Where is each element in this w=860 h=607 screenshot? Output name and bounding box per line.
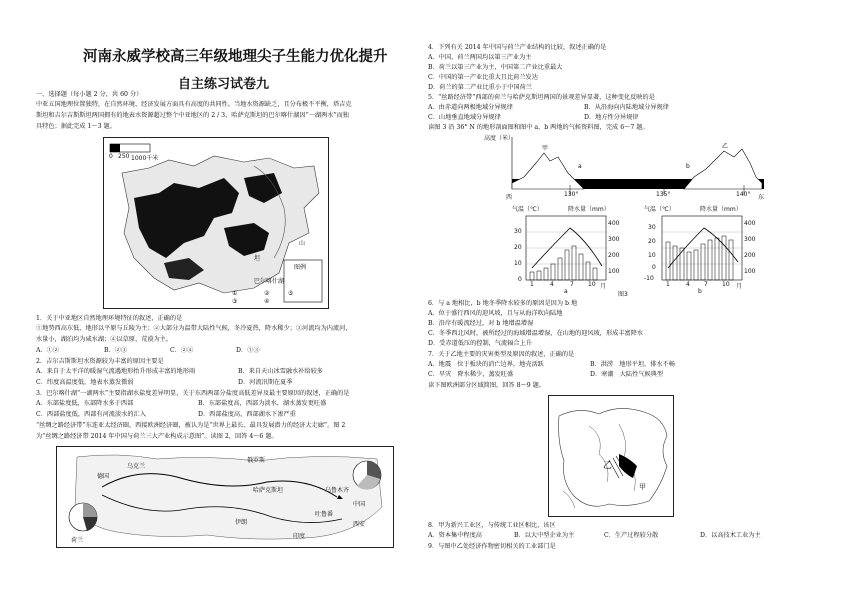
- map2-label-russia: 俄罗斯: [247, 457, 266, 464]
- chart-a-ptick-400: 400: [608, 220, 620, 227]
- map2-label-germany: 德国: [97, 473, 110, 480]
- map-scale-1000: 1000千米: [131, 155, 159, 162]
- profile-lon-140: 140°: [736, 191, 751, 198]
- q3-option-a[interactable]: A．东部盐度低，东部降水多于西部: [36, 400, 134, 407]
- map2-label-ukraine: 乌克兰: [127, 463, 146, 470]
- chart-b-month-4: 4: [686, 281, 690, 288]
- map-label-lake: 巴尔喀什湖: [254, 278, 285, 285]
- passage-line: 读下图欧洲部分区域简图，回答 8～9 题。: [428, 382, 545, 389]
- profile-place-jia: 甲: [542, 145, 549, 152]
- q1-option-b[interactable]: B．②③: [104, 347, 128, 354]
- chart-a-site: a: [564, 288, 568, 295]
- q7-option-a[interactable]: A．地震 位于板块的消亡边界，地壳活跃: [428, 361, 544, 368]
- map2-label-iran: 伊朗: [235, 519, 248, 526]
- europe-map-graphic: [549, 396, 673, 516]
- profile-place-yi: 乙: [722, 143, 729, 150]
- chart-a-ptick-200: 200: [608, 252, 620, 259]
- chart-b-site: b: [698, 288, 702, 295]
- profile-lon-130: 130°: [564, 191, 579, 198]
- passage-line: “丝绸之路经济带”东连亚太经济圈，西接欧洲经济圈，被认为是“世界上最长、最具发展潜力的经济大走廊”。图 2: [36, 422, 346, 429]
- q5-option-a[interactable]: A．由赤道向两极地域分异规律: [428, 104, 513, 111]
- q4-option-a[interactable]: A．中国、荷兰两国均以第三产业为主: [428, 54, 532, 61]
- q4-option-d[interactable]: D．荷兰的第二产业比重小于中国荷兰: [428, 84, 532, 91]
- map2-label-urumqi: 乌鲁木齐: [325, 487, 350, 494]
- chart-b-month-7: 7: [704, 281, 708, 288]
- silk-road-map: [56, 446, 394, 548]
- climate-chart-b: [640, 202, 770, 294]
- chart-a-ytick-10: 10: [514, 260, 522, 267]
- q6-option-b[interactable]: B．沿岸有暖流经过，对 b 地增温增湿: [428, 320, 534, 327]
- climate-chart-a-graphic: [490, 202, 640, 294]
- map-legend-3: ③: [232, 298, 238, 305]
- map-label-shan: 山: [299, 240, 306, 247]
- chart-a-ytick-30: 30: [514, 228, 522, 235]
- q1-option-d[interactable]: D．①③: [236, 347, 260, 354]
- question-7: 7．关于乙地主要的灾害类型及原因的叙述，正确的是: [428, 351, 575, 358]
- q6-option-d[interactable]: D．受赤道低压的控制，气流辐合上升: [428, 340, 532, 347]
- map2-label-china: 中国: [353, 501, 366, 508]
- chart-b-ptick-300: 300: [744, 236, 756, 243]
- q3-option-d[interactable]: D．西部盐度高，西部湖水下渗严重: [198, 411, 296, 418]
- profile-west: 西: [506, 194, 513, 201]
- passage-line: 中亚五国地理位置独特，在自然环境、经济发展方面具有高度的共同性。当地水资源缺乏，且分布极不平衡，塔吉克: [36, 101, 352, 108]
- question-2: 2．吉尔吉斯斯坦水资源较为丰富的原因主要是: [36, 358, 164, 365]
- question-1-line: 水量小，湖泊均为咸水湖；④以草原、荒漠为主。: [36, 336, 173, 343]
- chart-b-ptick-400: 400: [744, 220, 756, 227]
- central-asia-map: [103, 137, 329, 309]
- map2-label-xian: 西安: [353, 521, 366, 528]
- map-legend-title: 图例: [294, 264, 307, 271]
- q3-option-c[interactable]: C．西部盐度低，西部有河流淡水的汇入: [36, 411, 146, 418]
- q2-option-c[interactable]: C．纬度高温度低，地表水蒸发微弱: [36, 379, 134, 386]
- q7-option-c[interactable]: C．旱灾 降水稀少，蒸发旺盛: [428, 371, 514, 378]
- chart-b-ytick-30: 30: [648, 224, 656, 231]
- map-legend-1: ①: [232, 290, 238, 297]
- chart-b-ytick-neg10: -10: [644, 275, 654, 282]
- q8-option-a[interactable]: A．资本集中程度高: [428, 532, 482, 539]
- silk-road-map-graphic: [57, 447, 393, 547]
- chart-a-ptick-100: 100: [608, 268, 620, 275]
- map-label-si: 斯: [244, 235, 251, 242]
- map2-label-india: 印度: [293, 533, 306, 540]
- chart-a-ytick-20: 20: [514, 244, 522, 251]
- chart-a-ytick-0: 0: [518, 276, 522, 283]
- profile-point-b: b: [686, 163, 690, 170]
- q6-option-a[interactable]: A．位于盛行西风的迎风坡，且与从海洋吹向陆地: [428, 310, 563, 317]
- question-9: 9．与图中乙处经济作物密切相关的工业部门是: [428, 543, 556, 550]
- chart-a-month-10: 10: [588, 281, 596, 288]
- chart-b-ytick-20: 20: [648, 238, 656, 245]
- q8-option-c[interactable]: C．生产过程较分散: [604, 532, 659, 539]
- q1-option-c[interactable]: C．②④: [170, 347, 194, 354]
- q2-option-d[interactable]: D．河流汛期在夏季: [238, 379, 293, 386]
- europe-map: [548, 395, 674, 517]
- map-scale-250: 250: [118, 153, 130, 160]
- terrain-profile: [484, 133, 766, 201]
- climate-chart-a: [490, 202, 640, 294]
- chart-b-ptick-200: 200: [744, 252, 756, 259]
- chart-a-temp-title: 气温（℃）: [512, 206, 543, 213]
- chart-b-ytick-0: 0: [652, 264, 656, 271]
- q4-option-b[interactable]: B．荷兰以第三产业为主，中国第二产业比重最大: [428, 64, 563, 71]
- map-label-tan: 坦: [254, 255, 261, 262]
- q2-option-a[interactable]: A．来自于太平洋的暖湿气流遇地形抬升形成丰富的地形雨: [36, 368, 196, 375]
- question-1-line: ①地势西高东低，地形以平原与丘陵为主；②大部分为温带大陆性气候，冬冷夏热，降水稀少；③河流均为内流河，: [36, 325, 352, 332]
- chart-a-ptick-300: 300: [608, 236, 620, 243]
- section-heading: 一、选择题（每小题 2 分，共 60 分）: [36, 91, 143, 98]
- chart-b-temp-title: 气温（℃）: [644, 206, 675, 213]
- q7-option-b[interactable]: B．洪涝 地形平坦，排水不畅: [590, 361, 675, 368]
- question-3: 3．巴尔喀什湖“一湖两水”主要指湖水盐度差异明显，关于东西两部分盐度高低差异及最主要原因的叙述，正确的是: [36, 390, 350, 397]
- question-5: 5．“丝路经济带”西部的荷兰与哈萨克斯坦两国的景观差异显著，这种变化反映的是: [428, 94, 655, 101]
- profile-ylabel: 高度（米）: [484, 135, 515, 142]
- chart-a-month-4: 4: [550, 281, 554, 288]
- chart-a-month-unit: 月: [600, 283, 607, 290]
- q3-option-b[interactable]: B．东部盐度高，西部为淡水，湖水蒸发更旺盛: [198, 400, 327, 407]
- question-4: 4．下列有关 2014 年中国与荷兰产业结构的比较，叙述正确的是: [428, 44, 607, 51]
- map-legend-5: ⑤: [288, 290, 294, 297]
- chart-b-precip-title: 降水量（mm）: [700, 206, 742, 213]
- passage-line: 读图 3 沿 36° N 的地形剖面图和图中 a、b 两地的气候资料图，完成 6～7 题。: [428, 124, 649, 131]
- chart-a-month-7: 7: [570, 281, 574, 288]
- q5-option-b[interactable]: B．从沿海向内陆地域分异规律: [584, 104, 669, 111]
- map-legend-2: ②: [264, 290, 270, 297]
- chart-b-ptick-100: 100: [744, 268, 756, 275]
- map2-label-kazakhstan: 哈萨克斯坦: [253, 487, 284, 494]
- chart-b-month-unit: 月: [736, 283, 743, 290]
- chart-a-precip-title: 降水量（mm）: [568, 206, 610, 213]
- map2-label-turpan: 吐鲁番: [315, 511, 334, 518]
- page-subtitle: 自主练习试卷九: [178, 77, 270, 92]
- passage-line: 具特色；据此完成 1～3 题。: [36, 123, 116, 130]
- chart-b-month-10: 10: [722, 281, 730, 288]
- europe-label-yi: 乙: [603, 461, 613, 471]
- page-title: 河南永威学校高三年级地理尖子生能力优化提升: [83, 49, 388, 65]
- question-6: 6．与 a 地相比，b 地冬季降水较多的原因是因为 b 地: [428, 300, 578, 307]
- europe-label-jia: 甲: [639, 483, 646, 491]
- passage-line: 斯坦和吉尔吉斯斯坦两国拥有的地表水资源超过整个中亚地区的 2 / 3，哈萨克斯坦的巴尔喀什湖因“一湖两水”而独: [36, 112, 349, 119]
- figure-3-caption: 图3: [618, 291, 628, 298]
- chart-a-month-1: 1: [530, 281, 534, 288]
- chart-b-ytick-10: 10: [648, 252, 656, 259]
- profile-point-a: a: [578, 163, 582, 170]
- q1-option-a[interactable]: A．①②: [36, 347, 60, 354]
- map-legend-4: ④: [264, 298, 270, 305]
- question-1: 1．关于中亚地区自然地理环境特征的叙述，正确的是: [36, 315, 183, 322]
- q6-option-c[interactable]: C．冬季西北风时，被所经过的海域增温增湿，在山地的迎风坡，形成丰富降水: [428, 330, 644, 337]
- map-scale-0: 0: [109, 153, 113, 160]
- passage-line: 为“丝绸之路经济带 2014 年中国与荷兰三大产业构成示意图”。读图 2，回答 4～6 题。: [36, 433, 278, 440]
- q4-option-c[interactable]: C．中国的第一产业比重大且比荷兰发达: [428, 74, 538, 81]
- q5-option-d[interactable]: D．地方性分异规律: [584, 114, 639, 121]
- map2-label-netherlands: 荷兰: [71, 537, 84, 544]
- map-label-ke: 克: [214, 210, 221, 217]
- profile-east: 东: [758, 194, 765, 201]
- q8-option-b[interactable]: B．以大中型企业为主: [514, 532, 575, 539]
- q2-option-b[interactable]: B．来自天山冰雪融水补给较多: [238, 368, 323, 375]
- profile-lon-135: 135°: [656, 191, 671, 198]
- q8-option-d[interactable]: D．以高技术工业为主: [700, 532, 761, 539]
- chart-b-month-1: 1: [666, 281, 670, 288]
- q5-option-c[interactable]: C．山地垂直地域分异规律: [428, 114, 501, 121]
- central-asia-map-graphic: [104, 138, 328, 308]
- question-8: 8．甲为新兴工业区，与传统工业区相比，该区: [428, 522, 556, 529]
- q7-option-d[interactable]: D．寒潮 大陆性气候典型: [590, 371, 664, 378]
